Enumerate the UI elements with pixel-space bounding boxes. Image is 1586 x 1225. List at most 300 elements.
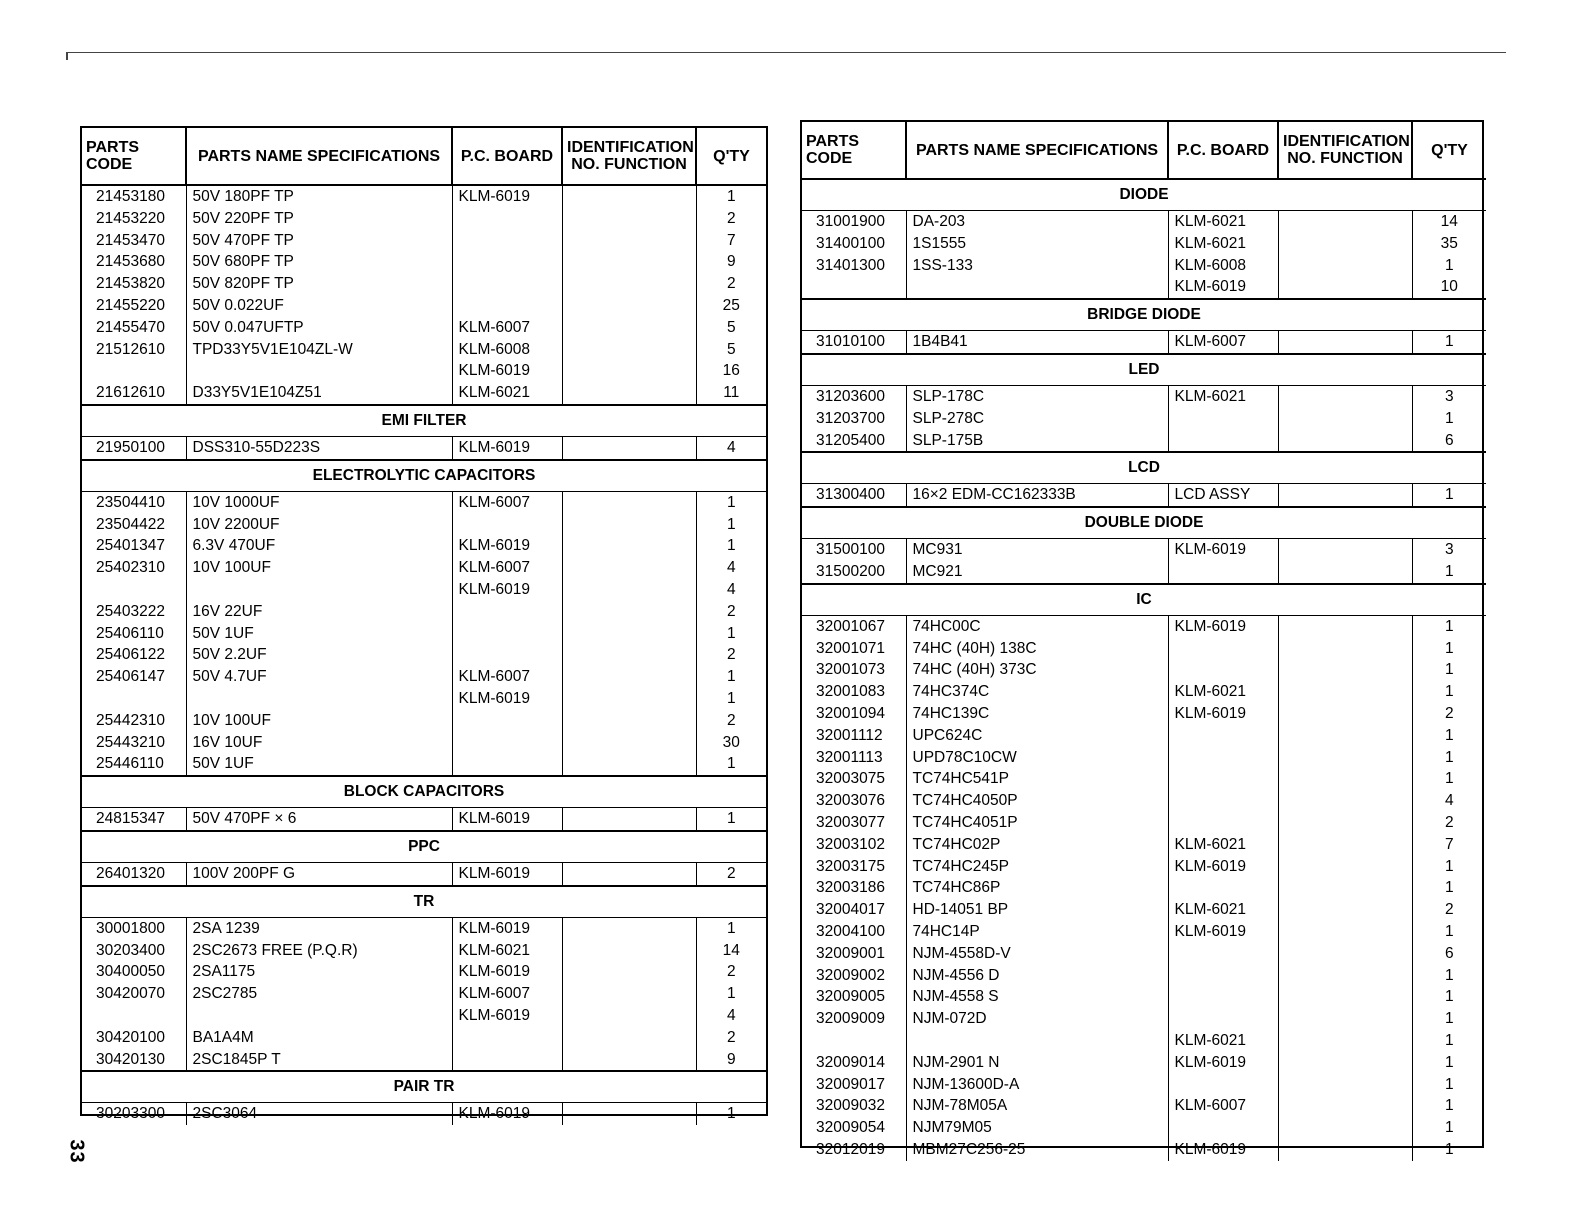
identification-cell bbox=[1278, 790, 1412, 812]
identification-cell bbox=[1278, 877, 1412, 899]
identification-cell bbox=[562, 862, 696, 885]
pc-board-cell bbox=[1168, 1117, 1278, 1139]
parts-code-cell bbox=[802, 276, 906, 299]
table-row bbox=[802, 408, 1486, 430]
parts-name-cell: 50V 4.7UF bbox=[186, 666, 452, 688]
parts-name-cell: TC74HC4051P bbox=[906, 812, 1168, 834]
pc-board-cell: KLM-6021 bbox=[1168, 233, 1278, 255]
qty-cell: 2 bbox=[726, 711, 736, 729]
parts-name-cell bbox=[186, 1005, 452, 1027]
table-row bbox=[82, 1027, 766, 1049]
identification-cell bbox=[1278, 768, 1412, 790]
table-row bbox=[802, 385, 1486, 407]
parts-code-cell: 32009014 bbox=[802, 1052, 906, 1074]
header-identification: IDENTIFICATION NO. FUNCTION bbox=[1278, 122, 1412, 179]
pc-board-cell: KLM-6019 bbox=[452, 579, 562, 601]
qty-cell: 2 bbox=[726, 602, 736, 620]
parts-name-cell: 6.3V 470UF bbox=[186, 535, 452, 557]
table-row bbox=[802, 986, 1486, 1008]
parts-name-cell: 74HC14P bbox=[906, 921, 1168, 943]
parts-name-cell: 74HC (40H) 138C bbox=[906, 638, 1168, 660]
pc-board-cell: KLM-6019 bbox=[1168, 1139, 1278, 1161]
qty-cell: 1 bbox=[1444, 966, 1454, 984]
table-row bbox=[82, 961, 766, 983]
qty-cell: 1 bbox=[726, 188, 736, 205]
parts-code-cell: 24815347 bbox=[82, 808, 186, 831]
pc-board-cell: KLM-6019 bbox=[1168, 539, 1278, 561]
section-header-row bbox=[82, 886, 766, 918]
pc-board-cell: LCD ASSY bbox=[1168, 484, 1278, 507]
qty-cell: 2 bbox=[1444, 813, 1454, 831]
table-row bbox=[802, 1008, 1486, 1030]
qty-cell: 1 bbox=[1444, 988, 1454, 1006]
pc-board-cell: KLM-6019 bbox=[452, 185, 562, 208]
pc-board-cell bbox=[452, 644, 562, 666]
pc-board-cell: KLM-6019 bbox=[1168, 921, 1278, 943]
qty-cell: 5 bbox=[726, 318, 736, 336]
pc-board-cell bbox=[1168, 408, 1278, 430]
section-title: LED bbox=[802, 354, 1486, 386]
qty-cell: 1 bbox=[1444, 1075, 1454, 1093]
qty-cell: 1 bbox=[726, 689, 736, 707]
parts-name-cell: SLP-278C bbox=[906, 408, 1168, 430]
qty-cell: 16 bbox=[722, 362, 740, 380]
parts-code-cell: 30203400 bbox=[82, 940, 186, 962]
table-row bbox=[82, 862, 766, 885]
table-row bbox=[802, 768, 1486, 790]
parts-name-cell bbox=[186, 360, 452, 382]
pc-board-cell bbox=[1168, 1074, 1278, 1096]
parts-name-cell: 10V 2200UF bbox=[186, 514, 452, 536]
parts-code-cell: 32001113 bbox=[802, 747, 906, 769]
qty-cell: 1 bbox=[726, 985, 736, 1003]
header-identification: IDENTIFICATION NO. FUNCTION bbox=[562, 128, 696, 185]
parts-name-cell: TC74HC541P bbox=[906, 768, 1168, 790]
parts-code-cell: 31401300 bbox=[802, 255, 906, 277]
qty-cell: 2 bbox=[1444, 704, 1454, 722]
pc-board-cell: KLM-6019 bbox=[1168, 615, 1278, 637]
parts-code-cell: 30001800 bbox=[82, 917, 186, 939]
identification-cell bbox=[562, 491, 696, 513]
qty-cell: 1 bbox=[1444, 748, 1454, 766]
section-title: DOUBLE DIODE bbox=[802, 507, 1486, 539]
pc-board-cell bbox=[452, 1049, 562, 1072]
pc-board-cell bbox=[452, 710, 562, 732]
qty-cell: 1 bbox=[726, 493, 736, 511]
pc-board-cell: KLM-6019 bbox=[452, 360, 562, 382]
identification-cell bbox=[562, 317, 696, 339]
table-row bbox=[802, 659, 1486, 681]
pc-board-cell: KLM-6007 bbox=[452, 557, 562, 579]
parts-code-cell: 32001071 bbox=[802, 638, 906, 660]
parts-code-cell: 31500200 bbox=[802, 561, 906, 584]
table-row bbox=[82, 579, 766, 601]
pc-board-cell bbox=[1168, 965, 1278, 987]
qty-cell: 1 bbox=[1444, 770, 1454, 788]
table-row bbox=[802, 561, 1486, 584]
qty-cell: 1 bbox=[1444, 409, 1454, 427]
parts-name-cell: 50V 0.022UF bbox=[186, 295, 452, 317]
table-row bbox=[802, 856, 1486, 878]
table-row bbox=[82, 710, 766, 732]
section-header-row bbox=[802, 299, 1486, 331]
table-row bbox=[802, 484, 1486, 507]
qty-cell: 3 bbox=[1444, 387, 1454, 405]
table-row bbox=[802, 331, 1486, 354]
qty-cell: 1 bbox=[1444, 1031, 1454, 1049]
parts-name-cell: NJM-4558D-V bbox=[906, 943, 1168, 965]
identification-cell bbox=[1278, 430, 1412, 453]
parts-code-cell: 26401320 bbox=[82, 862, 186, 885]
parts-name-cell: DSS310-55D223S bbox=[186, 436, 452, 459]
parts-code-cell: 32001067 bbox=[802, 615, 906, 637]
parts-name-cell: 50V 1UF bbox=[186, 623, 452, 645]
parts-name-cell: BA1A4M bbox=[186, 1027, 452, 1049]
pc-board-cell bbox=[1168, 943, 1278, 965]
qty-cell: 4 bbox=[726, 580, 736, 598]
identification-cell bbox=[562, 917, 696, 939]
identification-cell bbox=[1278, 539, 1412, 561]
parts-code-cell bbox=[802, 1030, 906, 1052]
pc-board-cell bbox=[452, 295, 562, 317]
pc-board-cell bbox=[452, 623, 562, 645]
table-row bbox=[82, 273, 766, 295]
parts-code-cell: 32001083 bbox=[802, 681, 906, 703]
identification-cell bbox=[1278, 1052, 1412, 1074]
qty-cell: 4 bbox=[726, 1006, 736, 1024]
table-row bbox=[802, 233, 1486, 255]
qty-cell: 10 bbox=[1440, 278, 1458, 296]
pc-board-cell: KLM-6021 bbox=[1168, 1030, 1278, 1052]
parts-code-cell: 25443210 bbox=[82, 732, 186, 754]
parts-code-cell: 25406122 bbox=[82, 644, 186, 666]
qty-cell: 1 bbox=[1444, 879, 1454, 897]
parts-name-cell: 50V 1UF bbox=[186, 753, 452, 776]
table-row bbox=[82, 382, 766, 405]
pc-board-cell bbox=[1168, 659, 1278, 681]
section-title: BRIDGE DIODE bbox=[802, 299, 1486, 331]
pc-board-cell: KLM-6019 bbox=[452, 688, 562, 710]
identification-cell bbox=[562, 514, 696, 536]
pc-board-cell bbox=[452, 601, 562, 623]
parts-code-cell: 32009017 bbox=[802, 1074, 906, 1096]
parts-name-cell: TC74HC4050P bbox=[906, 790, 1168, 812]
pc-board-cell: KLM-6021 bbox=[1168, 834, 1278, 856]
parts-code-cell: 31203700 bbox=[802, 408, 906, 430]
parts-code-cell: 31010100 bbox=[802, 331, 906, 354]
pc-board-cell: KLM-6019 bbox=[1168, 1052, 1278, 1074]
table-row bbox=[802, 1074, 1486, 1096]
parts-code-cell: 25442310 bbox=[82, 710, 186, 732]
parts-code-cell: 21453470 bbox=[82, 230, 186, 252]
pc-board-cell bbox=[1168, 747, 1278, 769]
table-row bbox=[82, 917, 766, 939]
identification-cell bbox=[562, 208, 696, 230]
parts-name-cell bbox=[186, 579, 452, 601]
header-qty: Q'TY bbox=[1412, 122, 1486, 179]
qty-cell: 1 bbox=[1444, 1097, 1454, 1115]
table-row bbox=[802, 615, 1486, 637]
pc-board-cell: KLM-6019 bbox=[452, 535, 562, 557]
qty-cell: 2 bbox=[726, 275, 736, 293]
parts-code-cell: 21453180 bbox=[82, 185, 186, 208]
qty-cell: 1 bbox=[726, 810, 736, 828]
table-row bbox=[802, 1095, 1486, 1117]
parts-name-cell: 10V 100UF bbox=[186, 710, 452, 732]
table-row bbox=[82, 557, 766, 579]
parts-name-cell: 50V 180PF TP bbox=[186, 185, 452, 208]
qty-cell: 1 bbox=[1444, 857, 1454, 875]
parts-code-cell: 32001112 bbox=[802, 725, 906, 747]
parts-code-cell: 23504410 bbox=[82, 491, 186, 513]
table-row bbox=[82, 360, 766, 382]
parts-name-cell: TPD33Y5V1E104ZL-W bbox=[186, 339, 452, 361]
identification-cell bbox=[562, 1103, 696, 1125]
parts-code-cell: 21512610 bbox=[82, 339, 186, 361]
pc-board-cell: KLM-6019 bbox=[452, 1005, 562, 1027]
parts-name-cell: NJM79M05 bbox=[906, 1117, 1168, 1139]
table-row bbox=[82, 601, 766, 623]
qty-cell: 1 bbox=[726, 919, 736, 937]
identification-cell bbox=[562, 732, 696, 754]
table-row bbox=[802, 877, 1486, 899]
parts-name-cell: 74HC139C bbox=[906, 703, 1168, 725]
parts-name-cell: TC74HC245P bbox=[906, 856, 1168, 878]
identification-cell bbox=[1278, 484, 1412, 507]
table-row bbox=[82, 208, 766, 230]
parts-code-cell: 32001094 bbox=[802, 703, 906, 725]
parts-code-cell: 32001073 bbox=[802, 659, 906, 681]
pc-board-cell: KLM-6021 bbox=[452, 940, 562, 962]
pc-board-cell: KLM-6019 bbox=[1168, 703, 1278, 725]
table-row bbox=[802, 430, 1486, 453]
qty-cell: 4 bbox=[1444, 792, 1454, 810]
section-title: PPC bbox=[82, 831, 766, 863]
identification-cell bbox=[1278, 331, 1412, 354]
qty-cell: 14 bbox=[722, 941, 740, 959]
qty-cell: 6 bbox=[1444, 944, 1454, 962]
pc-board-cell: KLM-6021 bbox=[452, 382, 562, 405]
table-row bbox=[802, 211, 1486, 233]
table-row bbox=[82, 623, 766, 645]
qty-cell: 1 bbox=[726, 668, 736, 686]
table-row bbox=[82, 230, 766, 252]
parts-name-cell bbox=[906, 276, 1168, 299]
parts-code-cell bbox=[82, 688, 186, 710]
qty-cell: 35 bbox=[1440, 234, 1458, 252]
identification-cell bbox=[1278, 1139, 1412, 1161]
identification-cell bbox=[562, 666, 696, 688]
identification-cell bbox=[562, 339, 696, 361]
qty-cell: 11 bbox=[723, 384, 740, 402]
pc-board-cell bbox=[1168, 725, 1278, 747]
pc-board-cell bbox=[452, 1027, 562, 1049]
parts-code-cell: 31500100 bbox=[802, 539, 906, 561]
qty-cell: 1 bbox=[1444, 922, 1454, 940]
table-row bbox=[802, 703, 1486, 725]
table-row bbox=[82, 317, 766, 339]
header-row bbox=[82, 128, 766, 185]
parts-name-cell: 50V 0.047UFTP bbox=[186, 317, 452, 339]
table-row bbox=[802, 965, 1486, 987]
parts-name-cell: D33Y5V1E104Z51 bbox=[186, 382, 452, 405]
parts-code-cell: 32009054 bbox=[802, 1117, 906, 1139]
parts-name-cell: UPC624C bbox=[906, 725, 1168, 747]
table-row bbox=[802, 899, 1486, 921]
header-row bbox=[802, 122, 1486, 179]
identification-cell bbox=[1278, 812, 1412, 834]
identification-cell bbox=[562, 230, 696, 252]
parts-name-cell: 50V 2.2UF bbox=[186, 644, 452, 666]
table-row bbox=[82, 514, 766, 536]
qty-cell: 1 bbox=[1444, 683, 1454, 701]
parts-name-cell: NJM-2901 N bbox=[906, 1052, 1168, 1074]
left-parts-table bbox=[80, 126, 768, 1123]
table-row bbox=[802, 276, 1486, 299]
pc-board-cell bbox=[452, 514, 562, 536]
header-parts-code: PARTS CODE bbox=[82, 128, 186, 185]
parts-name-cell: MC921 bbox=[906, 561, 1168, 584]
header-parts-name: PARTS NAME SPECIFICATIONS bbox=[906, 122, 1168, 179]
pc-board-cell: KLM-6007 bbox=[452, 317, 562, 339]
header-pc-board: P.C. BOARD bbox=[452, 128, 562, 185]
pc-board-cell bbox=[1168, 790, 1278, 812]
table-row bbox=[82, 535, 766, 557]
identification-cell bbox=[1278, 986, 1412, 1008]
qty-cell: 9 bbox=[726, 253, 736, 271]
parts-code-cell: 25402310 bbox=[82, 557, 186, 579]
pc-board-cell bbox=[452, 753, 562, 776]
qty-cell: 1 bbox=[1444, 617, 1454, 635]
qty-cell: 25 bbox=[722, 296, 740, 314]
section-title: BLOCK CAPACITORS bbox=[82, 776, 766, 808]
parts-name-cell: 16V 10UF bbox=[186, 732, 452, 754]
parts-code-cell: 31205400 bbox=[802, 430, 906, 453]
qty-cell: 1 bbox=[1444, 256, 1454, 274]
table-row bbox=[82, 732, 766, 754]
identification-cell bbox=[562, 688, 696, 710]
section-header-row bbox=[82, 405, 766, 437]
section-header-row bbox=[802, 507, 1486, 539]
qty-cell: 30 bbox=[722, 733, 740, 751]
parts-code-cell: 32009001 bbox=[802, 943, 906, 965]
parts-name-cell: 1B4B41 bbox=[906, 331, 1168, 354]
qty-cell: 1 bbox=[1444, 726, 1454, 744]
parts-code-cell: 32003077 bbox=[802, 812, 906, 834]
identification-cell bbox=[1278, 899, 1412, 921]
table-row bbox=[82, 251, 766, 273]
parts-code-cell: 31001900 bbox=[802, 211, 906, 233]
identification-cell bbox=[1278, 638, 1412, 660]
table-row bbox=[82, 753, 766, 776]
table-row bbox=[82, 666, 766, 688]
parts-code-cell: 21612610 bbox=[82, 382, 186, 405]
pc-board-cell: KLM-6021 bbox=[1168, 899, 1278, 921]
qty-cell: 1 bbox=[1444, 661, 1454, 679]
parts-code-cell: 32009009 bbox=[802, 1008, 906, 1030]
table-row bbox=[802, 725, 1486, 747]
parts-name-cell: 2SC2673 FREE (P.Q.R) bbox=[186, 940, 452, 962]
section-header-row bbox=[802, 584, 1486, 616]
parts-code-cell: 32012019 bbox=[802, 1139, 906, 1161]
parts-name-cell: MBM27C256-25 bbox=[906, 1139, 1168, 1161]
table-row bbox=[82, 491, 766, 513]
qty-cell: 5 bbox=[726, 340, 736, 358]
qty-cell: 1 bbox=[1444, 639, 1454, 657]
parts-name-cell: SLP-175B bbox=[906, 430, 1168, 453]
section-header-row bbox=[82, 776, 766, 808]
identification-cell bbox=[562, 808, 696, 831]
parts-name-cell: 10V 1000UF bbox=[186, 491, 452, 513]
parts-name-cell: 16V 22UF bbox=[186, 601, 452, 623]
pc-board-cell: KLM-6021 bbox=[1168, 385, 1278, 407]
pc-board-cell bbox=[452, 230, 562, 252]
parts-code-cell: 25403222 bbox=[82, 601, 186, 623]
section-header-row bbox=[82, 1071, 766, 1103]
section-header-row bbox=[802, 354, 1486, 386]
table-row bbox=[802, 255, 1486, 277]
section-title: TR bbox=[82, 886, 766, 918]
parts-code-cell: 30420130 bbox=[82, 1049, 186, 1072]
parts-name-cell: NJM-072D bbox=[906, 1008, 1168, 1030]
qty-cell: 4 bbox=[726, 559, 736, 577]
identification-cell bbox=[562, 535, 696, 557]
table-row bbox=[82, 436, 766, 459]
identification-cell bbox=[1278, 255, 1412, 277]
top-rule bbox=[66, 52, 1506, 53]
table-row bbox=[802, 638, 1486, 660]
identification-cell bbox=[1278, 965, 1412, 987]
parts-code-cell: 25406147 bbox=[82, 666, 186, 688]
parts-code-cell: 31300400 bbox=[802, 484, 906, 507]
parts-name-cell: 1S1555 bbox=[906, 233, 1168, 255]
qty-cell: 6 bbox=[1444, 431, 1454, 449]
identification-cell bbox=[1278, 921, 1412, 943]
table-row bbox=[82, 983, 766, 1005]
qty-cell: 1 bbox=[1444, 333, 1454, 351]
parts-code-cell: 32009002 bbox=[802, 965, 906, 987]
table-row bbox=[82, 295, 766, 317]
pc-board-cell: KLM-6019 bbox=[452, 862, 562, 885]
section-title: IC bbox=[802, 584, 1486, 616]
qty-cell: 7 bbox=[1444, 835, 1454, 853]
pc-board-cell: KLM-6007 bbox=[452, 491, 562, 513]
identification-cell bbox=[562, 273, 696, 295]
header-qty: Q'TY bbox=[696, 128, 766, 185]
qty-cell: 2 bbox=[726, 646, 736, 664]
identification-cell bbox=[1278, 408, 1412, 430]
qty-cell: 1 bbox=[726, 755, 736, 773]
parts-code-cell: 23504422 bbox=[82, 514, 186, 536]
identification-cell bbox=[562, 1049, 696, 1072]
identification-cell bbox=[562, 940, 696, 962]
parts-name-cell: MC931 bbox=[906, 539, 1168, 561]
pc-board-cell bbox=[1168, 986, 1278, 1008]
table-row bbox=[802, 943, 1486, 965]
parts-name-cell: 50V 470PF TP bbox=[186, 230, 452, 252]
pc-board-cell bbox=[1168, 768, 1278, 790]
parts-code-cell: 21453220 bbox=[82, 208, 186, 230]
pc-board-cell: KLM-6019 bbox=[452, 808, 562, 831]
table-row bbox=[82, 1005, 766, 1027]
qty-cell: 1 bbox=[726, 624, 736, 642]
parts-code-cell: 32004100 bbox=[802, 921, 906, 943]
identification-cell bbox=[1278, 703, 1412, 725]
table-row bbox=[82, 185, 766, 208]
identification-cell bbox=[1278, 659, 1412, 681]
pc-board-cell: KLM-6019 bbox=[1168, 856, 1278, 878]
parts-name-cell: 2SC3064 bbox=[186, 1103, 452, 1125]
